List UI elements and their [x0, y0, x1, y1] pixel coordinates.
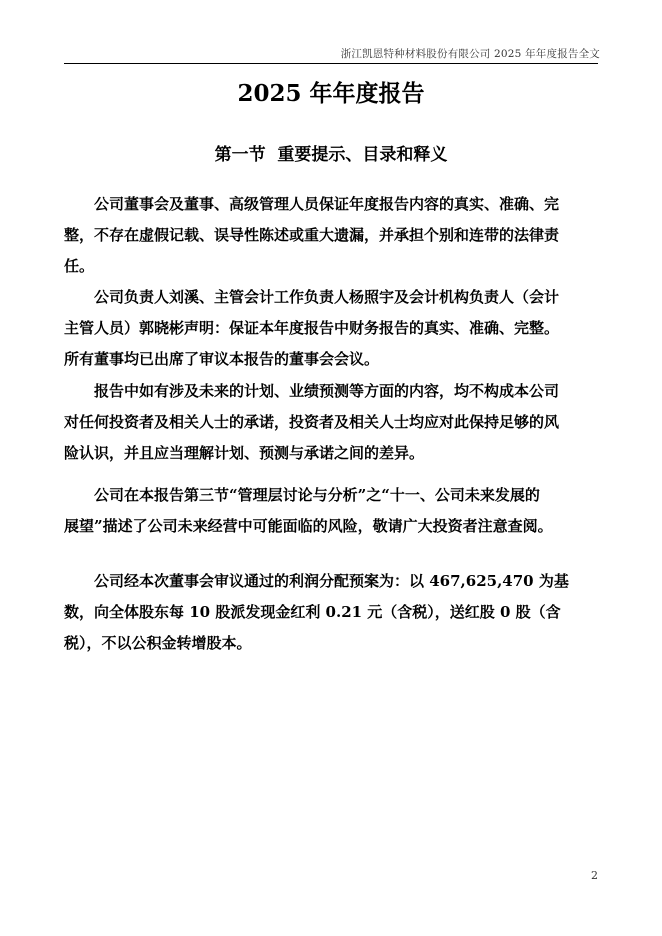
- paragraph-line: 主管人员）郭晓彬声明：保证本年度报告中财务报告的真实、准确、完整。: [64, 319, 560, 337]
- paragraph-line: 任。: [64, 257, 95, 275]
- paragraph-line: 公司在本报告第三节“管理层讨论与分析”之“十一、公司未来发展的: [94, 486, 540, 504]
- paragraph-line: 报告中如有涉及未来的计划、业绩预测等方面的内容，均不构成本公司: [94, 382, 560, 400]
- header-rule: [64, 63, 598, 64]
- running-header: 浙江凯恩特种材料股份有限公司 2025 年年度报告全文: [340, 48, 600, 60]
- paragraph-line: 公司董事会及董事、高级管理人员保证年度报告内容的真实、准确、完: [94, 195, 560, 213]
- paragraph-line: 税），不以公积金转增股本。: [64, 634, 252, 652]
- section-heading: 第一节 重要提示、目录和释义: [214, 145, 448, 165]
- paragraph-line: 整，不存在虚假记载、误导性陈述或重大遗漏，并承担个别和连带的法律责: [64, 226, 560, 244]
- paragraph-executive-statement: [64, 282, 597, 375]
- paragraph-line: 所有董事均已出席了审议本报告的董事会会议。: [64, 350, 380, 368]
- paragraph-risk-notice: [64, 480, 597, 542]
- paragraph-forward-looking: [64, 376, 597, 469]
- paragraph-line: 公司经本次董事会审议通过的利润分配预案为：以 467,625,470 为基: [94, 572, 569, 590]
- page-number: 2: [591, 869, 598, 882]
- paragraph-board-guarantee: [64, 189, 597, 282]
- document-title: 2025 年年度报告: [237, 80, 425, 107]
- paragraph-line: 数，向全体股东每 10 股派发现金红利 0.21 元（含税），送红股 0 股（含: [64, 603, 561, 621]
- paragraph-line: 公司负责人刘溪、主管会计工作负责人杨照宇及会计机构负责人（会计: [94, 288, 560, 306]
- paragraph-line: 对任何投资者及相关人士的承诺，投资者及相关人士均应对此保持足够的风: [64, 413, 560, 431]
- paragraph-profit-distribution: [64, 566, 597, 659]
- paragraph-line: 险认识，并且应当理解计划、预测与承诺之间的差异。: [64, 444, 425, 462]
- paragraph-line: 展望”描述了公司未来经营中可能面临的风险，敬请广大投资者注意查阅。: [64, 517, 553, 535]
